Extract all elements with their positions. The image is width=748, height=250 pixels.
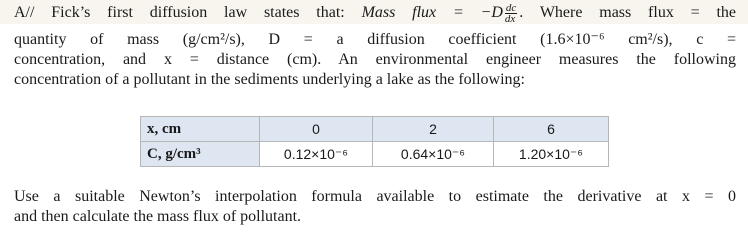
table-cell: 0 [260, 117, 373, 142]
mass-flux-formula: Mass flux = −D [361, 4, 503, 22]
problem-line-3: concentration, and x = distance (cm). An environmental engineer measures the following [14, 51, 736, 68]
table-row-distance [141, 117, 609, 142]
table-cell: 6 [494, 117, 609, 142]
concentration-table [140, 116, 609, 167]
table-cell: 2 [373, 117, 494, 142]
fraction-denominator: dx [504, 13, 516, 25]
row-header-concentration: C, g/cm³ [141, 142, 260, 167]
problem-line-4: concentration of a pollutant in the sediments underlying a lake as the following: [14, 71, 525, 88]
problem-line-1 [14, 3, 736, 24]
problem-line-6: and then calculate the mass flux of pollutant. [14, 208, 302, 225]
table-cell: 1.20×10⁻⁶ [494, 142, 609, 167]
problem-intro-text: A// Fick’s first diffusion law states that: [14, 4, 362, 22]
derivative-fraction [505, 3, 517, 24]
fraction-numerator: dc [505, 2, 517, 14]
row-header-distance: x, cm [141, 117, 260, 142]
table-cell: 0.64×10⁻⁶ [373, 142, 494, 167]
problem-line-2: quantity of mass (g/cm²/s), D = a diffusion coefficient (1.6×10⁻⁶ cm²/s), c = [14, 31, 736, 48]
table-cell: 0.12×10⁻⁶ [260, 142, 373, 167]
table-row-concentration [141, 142, 609, 167]
problem-line-5: Use a suitable Newton’s interpolation formula available to estimate the derivative at x = 0 [14, 188, 736, 205]
problem-line-1-suffix: . Where mass flux = the [519, 4, 737, 22]
